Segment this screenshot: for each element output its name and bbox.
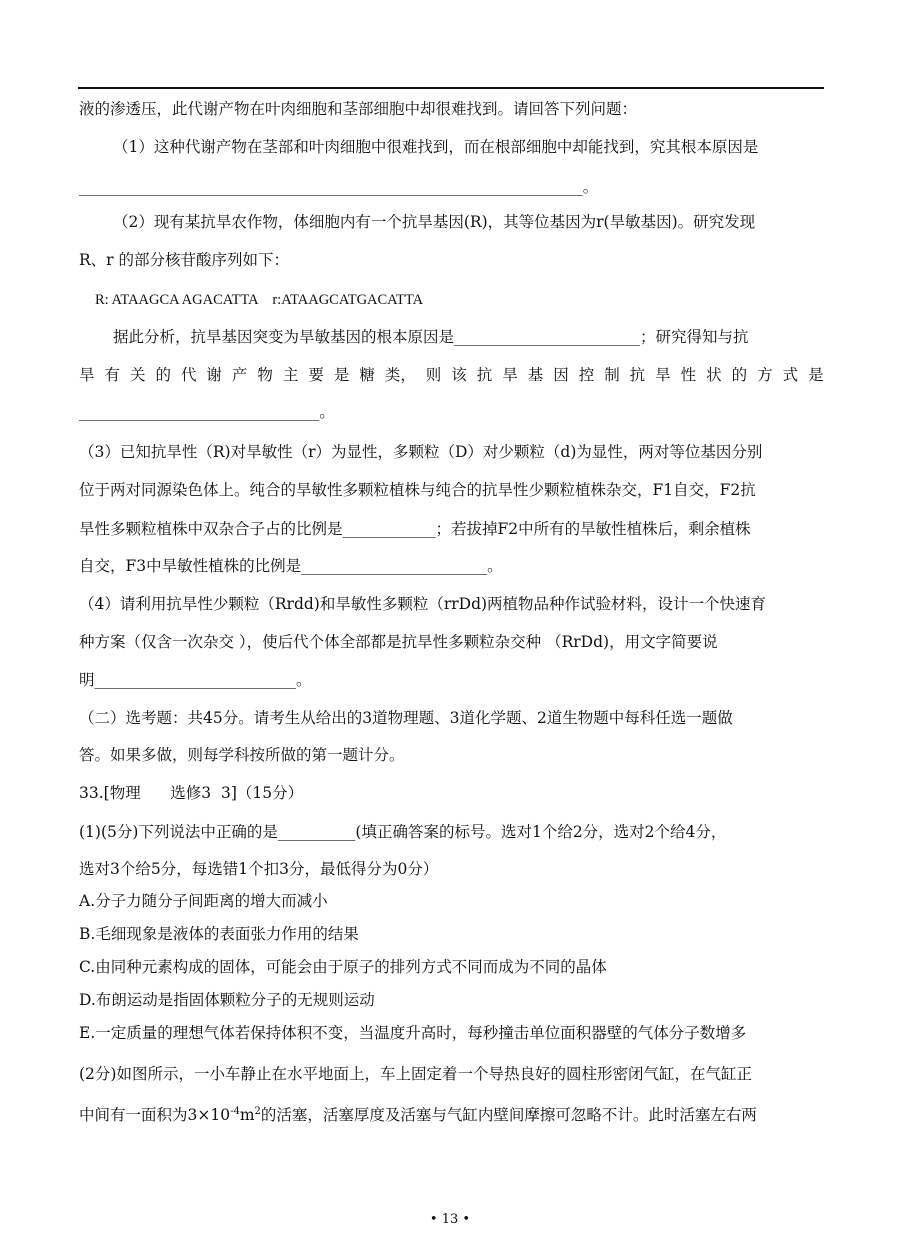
- justified-char: 类，: [384, 366, 416, 384]
- justified-char: 抗: [629, 366, 646, 384]
- section-heading: （二）选考题：共45分。请考生从给出的3道物理题、3道化学题、2道生物题中每科任选一题做: [79, 709, 733, 727]
- text-line: 明__________________________。: [79, 671, 312, 689]
- question-33-1: (1)(5分)下列说法中正确的是__________(填正确答案的标号。选对1个给2分，选对2个给4分，: [79, 823, 727, 841]
- justified-char: 是: [808, 366, 824, 384]
- justified-char: 代: [180, 366, 197, 384]
- option-d: D.布朗运动是指固体颗粒分子的无规则运动: [79, 991, 375, 1009]
- formula-text: 中间有一面积为3×10: [79, 1106, 231, 1125]
- justified-char: 性: [680, 366, 697, 384]
- text-line: R、r 的部分核苷酸序列如下：: [79, 251, 290, 269]
- answer-blank-line: _______________________________。: [79, 403, 335, 421]
- justified-char: 旱: [502, 366, 518, 384]
- justified-char: 产: [231, 366, 248, 384]
- page-number: • 13 •: [429, 1212, 471, 1227]
- option-b: B.毛细现象是液体的表面张力作用的结果: [79, 925, 359, 943]
- text-line: 选对3个给5分，每选错1个扣3分，最低得分为0分）: [79, 860, 439, 878]
- text-line: 旱性多颗粒植株中双杂合子占的比例是____________；若拔掉F2中所有的旱敏性植株后，剩余植株: [79, 520, 751, 538]
- text-line: 答。如果多做，则每学科按所做的第一题计分。: [79, 746, 405, 764]
- justified-char: 关: [129, 366, 146, 384]
- text-line: 种方案（仅含一次杂交 ），使后代个体全部都是抗旱性多颗粒杂交种 （RrDd)，用文字简要说: [79, 633, 718, 651]
- justified-char: 旱: [655, 366, 671, 384]
- justified-char: 该: [451, 366, 467, 384]
- justified-char: 方: [757, 366, 773, 384]
- question-1-4: （4）请利用抗旱性少颗粒（Rrdd)和旱敏性多颗粒（rrDd)两植物品种作试验材料，设计一个快速育: [79, 595, 767, 613]
- justified-char: 的: [155, 366, 171, 384]
- justified-char: 控: [578, 366, 595, 384]
- justified-char: 制: [604, 366, 620, 384]
- justified-char: 谢: [206, 366, 222, 384]
- question-1-1: （1）这种代谢产物在茎部和叶肉细胞中很难找到，而在根部细胞中却能找到，究其根本原因是: [113, 138, 759, 156]
- justified-char: 物: [257, 366, 273, 384]
- option-a: A.分子力随分子间距离的增大而减小: [79, 892, 328, 910]
- option-c: C.由同种元素构成的固体，可能会由于原子的排列方式不同而成为不同的晶体: [79, 958, 607, 976]
- justified-char: 的: [731, 366, 748, 384]
- text-line: 自交，F3中旱敏性植株的比例是________________________。: [79, 557, 503, 575]
- justified-char: 因: [553, 366, 569, 384]
- text-line-with-formula: [79, 1102, 824, 1125]
- exponent: -4: [230, 1106, 240, 1117]
- justified-char: 有: [104, 366, 120, 384]
- justified-char: 式: [782, 366, 799, 384]
- question-33-2: (2分)如图所示，一小车静止在水平地面上，车上固定着一个导热良好的圆柱形密闭气缸，在气缸正: [79, 1065, 752, 1083]
- justified-char: 基: [527, 366, 544, 384]
- question-33-heading: 33.[物理 选修3 3]（15分）: [79, 784, 304, 802]
- exponent: 2: [254, 1106, 261, 1117]
- unit-text: m: [239, 1106, 255, 1125]
- text-line: 液的渗透压，此代谢产物在叶肉细胞和茎部细胞中却很难找到。请回答下列问题：: [79, 100, 638, 118]
- justified-char: 主: [282, 366, 299, 384]
- justified-char: 状: [706, 366, 722, 384]
- option-e: E.一定质量的理想气体若保持体积不变，当温度升高时，每秒撞击单位面积器壁的气体分子数增多: [79, 1024, 747, 1042]
- justified-char: 抗: [476, 366, 493, 384]
- justified-char: 要: [308, 366, 324, 384]
- text-line: 据此分析，抗旱基因突变为旱敏基因的根本原因是________________________；研究得知与抗: [113, 328, 749, 346]
- justified-line: [79, 365, 824, 385]
- justified-char: 旱: [79, 366, 95, 384]
- text-line: 的活塞，活塞厚度及活塞与气缸内壁间摩擦可忽略不计。此时活塞左右两: [260, 1106, 757, 1125]
- justified-char: 则: [425, 366, 442, 384]
- header-rule: [78, 87, 824, 89]
- justified-char: 是: [333, 366, 350, 384]
- justified-char: 糖: [359, 366, 375, 384]
- text-line: 位于两对同源染色体上。纯合的旱敏性多颗粒植株与纯合的抗旱性少颗粒植株杂交，F1自交，F2抗: [79, 481, 756, 499]
- nucleotide-sequence: R: ATAAGCA AGACATTA r:ATAAGCATGACATTA: [95, 292, 424, 308]
- question-1-2: （2）现有某抗旱农作物，体细胞内有一个抗旱基因(R)，其等位基因为r(旱敏基因)。研究发现: [113, 213, 756, 231]
- question-1-3: （3）已知抗旱性（R)对旱敏性（r）为显性，多颗粒（D）对少颗粒（d)为显性，两对等位基因分别: [79, 443, 763, 461]
- answer-blank-line: _________________________________________________________________。: [79, 178, 599, 196]
